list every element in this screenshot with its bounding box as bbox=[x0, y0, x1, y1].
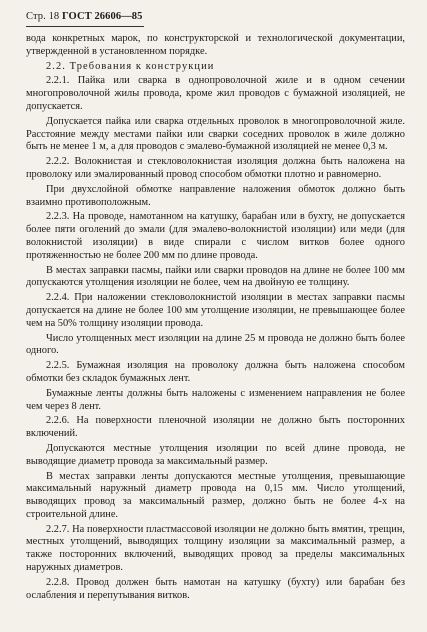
paragraph: Число утолщенных мест изоляции на длине 25 м провода не должно быть более одного. bbox=[26, 332, 405, 357]
document-body bbox=[26, 33, 405, 602]
paragraph: В местах заправки ленты допускаются местные утолщения, превышающие максимальный наружный диаметр провода на 0,15 мм. Число утолщений, выводящих провод за максимальный размер, должно быть не более 4-х на строительной длине. bbox=[26, 470, 405, 520]
page-header bbox=[26, 8, 405, 26]
paragraph: Допускаются местные утолщения изоляции по всей длине провода, не выводящие диаметр провода за максимальный размер. bbox=[26, 442, 405, 467]
paragraph: 2.2.6. На поверхности пленочной изоляции не должно быть посторонних включений. bbox=[26, 415, 405, 440]
paragraph: 2.2.5. Бумажная изоляция на проволоку должна быть наложена способом обмотки без складок бумажных лент. bbox=[26, 360, 405, 384]
paragraph: 2.2.1. Пайка или сварка в однопроволочной жиле и в одном сечении многопроволочной жилы провода, кроме жил проводов с бумажной изоляцией, не допускается. bbox=[26, 75, 405, 112]
page-number: Стр. 18 bbox=[26, 11, 60, 22]
paragraph: вода конкретных марок, по конструкторской и технологической документации, утвержденной в установленном порядке. bbox=[26, 33, 405, 57]
standard-designation: ГОСТ 26606—85 bbox=[62, 11, 143, 22]
paragraph: 2.2.4. При наложении стекловолокнистой изоляции в местах заправки пасмы допускается на длине не более 100 мм утолщение изоляции, не превышающее более чем на 50% толщину изоляции провода. bbox=[26, 292, 405, 329]
paragraph: 2.2.2. Волокнистая и стекловолокнистая изоляция должна быть наложена на проволоку или эмалированный провод способом обмотки плотно и равномерно. bbox=[26, 156, 405, 180]
paragraph: Допускается пайка или сварка отдельных проволок в многопроволочной жиле. Расстояние между местами пайки или сварки соседних проволок в жиле должно быть не менее 1 м, а для проводов с эмалево-бумажной изоляцией не менее 0,3 м. bbox=[26, 115, 405, 153]
paragraph: Бумажные ленты должны быть наложены с изменением направления не более чем через 8 лент. bbox=[26, 387, 405, 412]
header-rule bbox=[26, 26, 144, 27]
paragraph: В местах заправки пасмы, пайки или сварки проводов на длине не более 100 мм допускаются утолщения изоляции не более, чем на двойную ее толщину. bbox=[26, 264, 405, 289]
paragraph: 2.2.3. На проводе, намотанном на катушку, барабан или в бухту, не допускается более пяти оголений до эмали (для эмалево-волокнистой изоляции) или меди (для волокнистой изоляции) в виде спирали с числом витков более одного протяженностью не более 200 мм по длине провода. bbox=[26, 211, 405, 261]
paragraph: 2.2.7. На поверхности пластмассовой изоляции не должно быть вмятин, трещин, местных утолщений, выводящих толщину изоляции за максимальный размер, а также посторонних включений, выводящих провод за пределы максимальных наружных диаметров. bbox=[26, 523, 405, 574]
paragraph: При двухслойной обмотке направление наложения обмоток должно быть взаимно противоположным. bbox=[26, 183, 405, 208]
section-heading: 2.2. Требования к конструкции bbox=[46, 60, 215, 72]
paragraph: 2.2.8. Провод должен быть намотан на катушку (бухту) или барабан без ослабления и перепутывания витков. bbox=[26, 576, 405, 601]
